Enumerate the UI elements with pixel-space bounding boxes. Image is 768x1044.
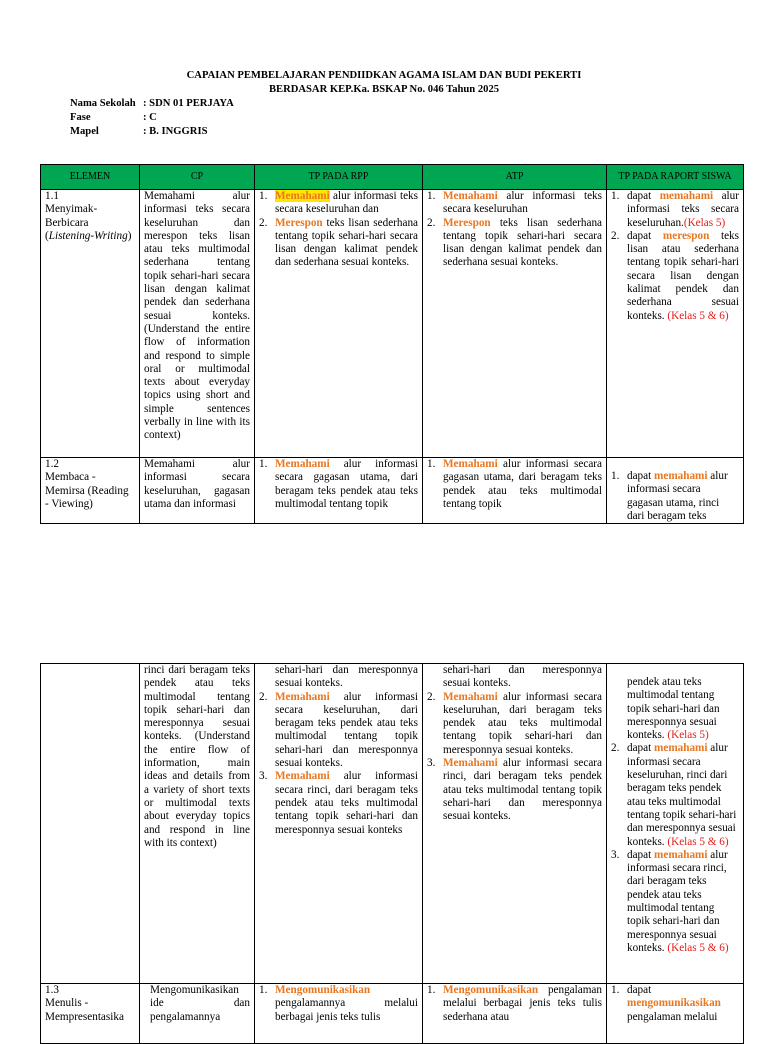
list-text: pengalaman melalui xyxy=(627,1010,718,1023)
list-number: 1. xyxy=(259,984,268,996)
keyword: Mengomunikasikan xyxy=(443,984,539,996)
list-prefix: dapat xyxy=(627,190,660,202)
keyword: merespon xyxy=(662,229,710,242)
list-text: alur informasi secara rinci, dari beragam teks pendek atau teks multimodal tentang topik sehari-hari dan meresponnya sesuai konteks. xyxy=(627,848,728,954)
raport-cell xyxy=(607,190,744,458)
list-text: alur informasi secara keseluruhan, dari beragam teks pendek atau teks multimodal tentang topik sehari-hari dan meresponnya sesuai konteks. xyxy=(275,690,418,770)
list-text: alur informasi teks secara keseluruhan xyxy=(443,190,602,216)
meta-value: : SDN 01 PERJAYA xyxy=(143,98,234,109)
list-item xyxy=(427,458,602,511)
list-text: pengalamannya melalui berbagai jenis teks tulis xyxy=(275,997,418,1023)
meta-label: Mapel xyxy=(70,126,99,137)
keyword: Mengomunikasikan xyxy=(275,984,371,996)
meta-label: Fase xyxy=(70,112,91,123)
keyword: mengomunikasikan xyxy=(627,997,721,1010)
list-text: alur informasi secara rinci, dari beragam teks pendek atau teks multimodal tentang topik sehari-hari dan meresponnya sesuai konteks. xyxy=(443,757,602,823)
keyword: memahami xyxy=(659,190,714,202)
kelas-label: (Kelas 5 & 6) xyxy=(667,941,729,954)
list-prefix: dapat xyxy=(627,742,655,755)
list-number: 1. xyxy=(427,190,436,202)
meta-label: Nama Sekolah xyxy=(70,98,136,109)
list-number: 1. xyxy=(427,984,436,996)
keyword: memahami xyxy=(654,848,708,861)
raport-cell xyxy=(607,458,744,524)
list-continuation: sehari-hari dan meresponnya sesuai konteks. xyxy=(275,664,418,690)
list-item xyxy=(427,757,602,823)
list-number: 2. xyxy=(259,216,268,229)
elemen-name: Membaca - Memirsa (Reading - Viewing) xyxy=(45,471,129,510)
keyword-highlight: Memahami xyxy=(275,190,330,202)
list-number: 1. xyxy=(611,984,620,996)
tp-cell xyxy=(255,664,423,984)
elemen-code: 1.3 xyxy=(45,984,59,996)
list-item xyxy=(427,984,602,1024)
elemen-english-text: Listening-Writing xyxy=(48,229,128,242)
list-text: alur informasi secara keseluruhan, dari beragam teks pendek atau teks multimodal tentang topik sehari-hari dan meresponnya sesuai konteks. xyxy=(443,690,602,756)
header-tp-rpp: TP PADA RPP xyxy=(255,165,423,190)
elemen-cell xyxy=(41,190,140,458)
list-text: alur informasi secara gagasan utama, dari beragam teks pendek atau teks multimodal tentang topik xyxy=(443,458,602,510)
list-number: 2. xyxy=(611,229,620,242)
header-cp: CP xyxy=(140,165,255,190)
list-item xyxy=(259,190,418,217)
list-continuation xyxy=(611,676,739,742)
meta-value: : C xyxy=(143,112,157,123)
kelas-label: (Kelas 5 & 6) xyxy=(667,835,729,848)
list-item xyxy=(611,984,739,1024)
tp-cell xyxy=(255,984,423,1044)
list-text: alur informasi teks secara keseluruhan dan xyxy=(275,190,418,216)
paren-close: ) xyxy=(127,229,132,242)
header-tp-raport: TP PADA RAPORT SISWA xyxy=(607,165,744,190)
kelas-label: (Kelas 5) xyxy=(667,729,709,742)
list-prefix: dapat xyxy=(627,984,652,996)
list-number: 1. xyxy=(611,190,620,202)
table-row xyxy=(41,984,744,1044)
elemen-code: 1.1 xyxy=(45,190,59,202)
tp-cell xyxy=(255,190,423,458)
cp-table-page2 xyxy=(40,663,744,1044)
cp-cell: Memahami alur informasi teks secara keseluruhan dan merespon teks lisan atau teks multimodal sederhana tentang topik sehari-hari secara lisan dengan kalimat pendek dan sederhana sesuai konteks. (Understand the entire flow of information and respond to simple oral or multimodal texts about everyday topics using short and simple sentences verbally in line with its context) xyxy=(140,190,255,458)
cp-cell: Memahami alur informasi secara keseluruhan, gagasan utama dan informasi xyxy=(140,458,255,524)
list-text: teks lisan sederhana tentang topik sehari-hari secara lisan dengan kalimat pendek dan sederhana sesuai konteks. xyxy=(275,216,418,269)
list-item xyxy=(427,190,602,217)
list-text: alur informasi teks secara keseluruhan. xyxy=(627,190,739,229)
keyword: Merespon xyxy=(275,216,323,229)
cp-cell: Mengomunikasikan ide dan pengalamannya xyxy=(140,984,255,1044)
keyword: Memahami xyxy=(275,770,330,783)
kelas-label: (Kelas 5 & 6) xyxy=(667,309,729,322)
keyword: Memahami xyxy=(443,757,498,770)
list-number: 2. xyxy=(611,742,620,755)
list-text: teks lisan sederhana tentang topik sehari-hari secara lisan dengan kalimat pendek dan sederhana sesuai konteks. xyxy=(443,216,602,269)
kelas-label: (Kelas 5) xyxy=(683,216,726,229)
meta-value: : B. INGGRIS xyxy=(143,126,208,137)
atp-cell xyxy=(423,984,607,1044)
keyword: memahami xyxy=(654,742,708,755)
list-text: alur informasi secara gagasan utama, dari beragam teks pendek atau teks multimodal tentang topik xyxy=(275,458,418,510)
raport-cell xyxy=(607,984,744,1044)
list-text: alur informasi secara keseluruhan, rinci dari beragam teks pendek atau teks multimodal tentang topik sehari-hari dan meresponnya sesuai konteks. xyxy=(627,742,737,848)
list-item xyxy=(427,217,602,270)
list-text: teks lisan atau sederhana tentang topik sehari-hari secara lisan dengan kalimat pendek dan sederhana sesuai konteks. xyxy=(627,229,739,322)
list-number: 2. xyxy=(259,690,268,703)
table-header-row xyxy=(41,165,744,190)
tp-cell xyxy=(255,458,423,524)
list-item xyxy=(611,742,739,848)
list-item xyxy=(611,190,739,230)
cp-table-page1 xyxy=(40,164,744,524)
keyword: Memahami xyxy=(443,458,498,470)
list-item xyxy=(259,770,418,836)
list-prefix: dapat xyxy=(627,848,655,861)
header-elemen: ELEMEN xyxy=(41,165,140,190)
list-number: 2. xyxy=(427,216,436,229)
keyword: Merespon xyxy=(443,216,491,229)
header-atp: ATP xyxy=(423,165,607,190)
list-number: 1. xyxy=(611,470,620,482)
list-item xyxy=(259,691,418,771)
table-row xyxy=(41,458,744,524)
list-item xyxy=(259,984,418,1024)
list-prefix: dapat xyxy=(627,470,655,482)
elemen-english xyxy=(45,230,135,243)
list-number: 3. xyxy=(611,848,620,861)
doc-title-line2: BERDASAR KEP.Ka. BSKAP No. 046 Tahun 2025 xyxy=(268,84,500,95)
doc-title-line1: CAPAIAN PEMBELAJARAN PENDIIDKAN AGAMA ISLAM DAN BUDI PEKERTI xyxy=(186,70,582,81)
table-row xyxy=(41,664,744,984)
elemen-name: Menulis - Mempresentasika xyxy=(45,997,124,1023)
keyword: memahami xyxy=(654,470,708,482)
raport-cell xyxy=(607,664,744,984)
list-item xyxy=(611,230,739,323)
list-prefix: dapat xyxy=(627,229,663,242)
list-item xyxy=(611,470,739,523)
cp-cell: rinci dari beragam teks pendek atau teks multimodal tentang topik sehari-hari dan meresponnya sesuai konteks. (Understand the entire flow of information, main ideas and details from a variety of short texts or multimodal texts about everyday topics and respond in line with its context) xyxy=(140,664,255,984)
atp-cell xyxy=(423,190,607,458)
keyword: Memahami xyxy=(443,190,498,202)
keyword: Memahami xyxy=(275,458,330,470)
meta-nama-sekolah xyxy=(70,97,234,110)
list-continuation-text: pendek atau teks multimodal tentang topik sehari-hari dan meresponnya sesuai konteks. xyxy=(627,676,720,742)
paren-open: ( xyxy=(45,229,49,242)
list-item xyxy=(259,217,418,270)
list-number: 1. xyxy=(259,458,268,470)
elemen-cell xyxy=(41,984,140,1044)
list-text: pengalaman melalui berbagai jenis teks tulis sederhana atau xyxy=(443,984,602,1023)
elemen-name: Menyimak-Berbicara xyxy=(45,203,98,229)
list-number: 3. xyxy=(259,770,268,783)
atp-cell xyxy=(423,664,607,984)
list-item xyxy=(259,458,418,511)
list-number: 2. xyxy=(427,690,436,703)
elemen-cell xyxy=(41,664,140,984)
meta-mapel xyxy=(70,125,207,138)
meta-fase xyxy=(70,111,157,124)
list-number: 1. xyxy=(427,458,436,470)
list-item xyxy=(427,691,602,757)
keyword: Memahami xyxy=(443,690,498,703)
list-text: alur informasi secara gagasan utama, rinci dari beragam teks xyxy=(627,470,728,522)
list-text: alur informasi secara rinci, dari beragam teks pendek atau teks multimodal tentang topik sehari-hari dan meresponnya sesuai konteks xyxy=(275,770,418,836)
list-item xyxy=(611,849,739,955)
list-continuation: sehari-hari dan meresponnya sesuai konteks. xyxy=(443,664,602,690)
list-number: 3. xyxy=(427,757,436,770)
elemen-cell xyxy=(41,458,140,524)
atp-cell xyxy=(423,458,607,524)
elemen-code: 1.2 xyxy=(45,458,59,470)
list-number: 1. xyxy=(259,190,268,202)
keyword: Memahami xyxy=(275,690,330,703)
table-row xyxy=(41,190,744,458)
